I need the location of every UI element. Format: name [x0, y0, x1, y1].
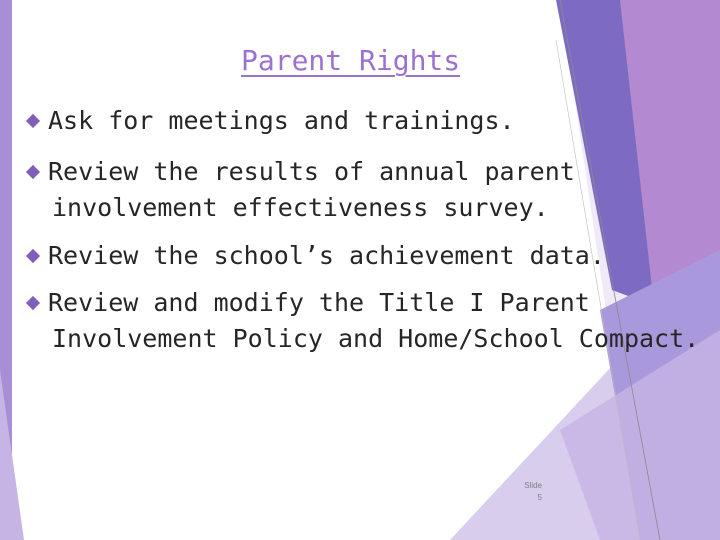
bullet-text: Review the school’s achievement data. [48, 241, 605, 270]
bullet-item [22, 154, 575, 226]
slide-number-value: 5 [537, 493, 542, 502]
bullet-item [22, 285, 699, 357]
bullet-item [22, 103, 515, 139]
slide-number [518, 480, 542, 504]
bullet-text-continued: Involvement Policy and Home/School Compact. [52, 324, 700, 353]
bullet-text: Review the results of annual parent [48, 157, 575, 186]
bullet-text: Ask for meetings and trainings. [48, 106, 515, 135]
bullet-text-continued: involvement effectiveness survey. [52, 193, 549, 222]
diamond-bullet-icon [26, 248, 40, 262]
slide-number-label: Slide [524, 481, 542, 490]
slide-title: Parent Rights [241, 44, 461, 77]
bullet-item [22, 238, 605, 274]
diamond-bullet-icon [26, 295, 40, 309]
diamond-bullet-icon [26, 164, 40, 178]
bullet-text: Review and modify the Title I Parent [48, 288, 590, 317]
diamond-bullet-icon [26, 113, 40, 127]
